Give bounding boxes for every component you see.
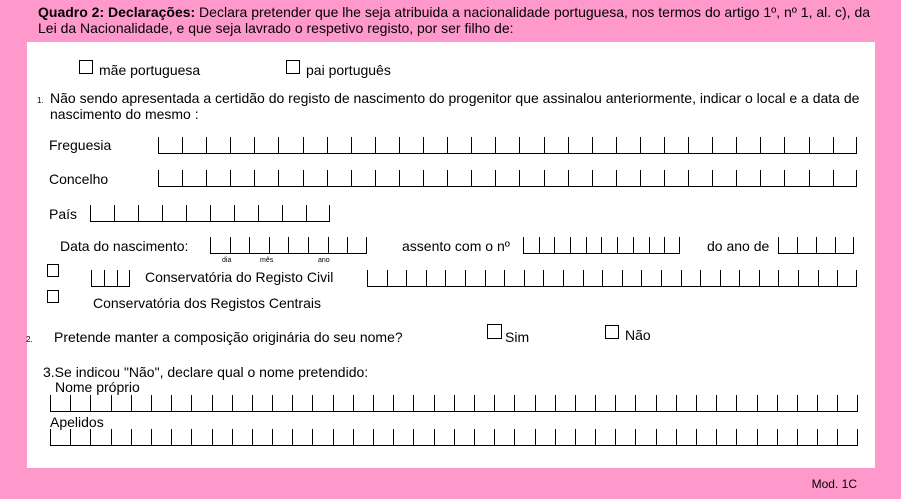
question-3-text: 3.Se indicou "Não", declare qual o nome pretendido: [43, 364, 369, 380]
character-cell[interactable] [777, 429, 797, 445]
character-cell[interactable] [278, 137, 302, 153]
character-cell[interactable] [835, 237, 854, 253]
character-cell[interactable] [471, 170, 495, 186]
mother-checkbox[interactable] [79, 60, 93, 74]
character-cell[interactable] [292, 395, 312, 411]
character-cell[interactable] [393, 429, 413, 445]
character-cell[interactable] [454, 395, 474, 411]
character-cell[interactable] [837, 429, 857, 445]
character-cell[interactable] [206, 137, 230, 153]
character-cell[interactable] [523, 237, 539, 253]
character-cell[interactable] [615, 429, 635, 445]
character-cell[interactable] [602, 270, 622, 286]
character-cell[interactable] [328, 237, 348, 253]
character-cell[interactable] [447, 137, 471, 153]
character-cell[interactable] [757, 429, 777, 445]
character-cell[interactable] [258, 205, 282, 221]
character-cell[interactable] [784, 137, 808, 153]
character-cell[interactable] [288, 237, 308, 253]
civil-registry-code-field[interactable] [91, 270, 130, 287]
character-cell[interactable] [90, 429, 110, 445]
character-cell[interactable] [615, 395, 635, 411]
character-cell[interactable] [151, 395, 171, 411]
character-cell[interactable] [254, 137, 278, 153]
character-cell[interactable] [367, 270, 387, 286]
character-cell[interactable] [575, 395, 595, 411]
character-cell[interactable] [232, 395, 252, 411]
character-cell[interactable] [495, 170, 519, 186]
character-cell[interactable] [306, 205, 330, 221]
question-1-text: Não sendo apresentada a certidão do registo de nascimento do progenitor que assinalou anteriormente, indicar o local e a data de nascimento do mesmo : [50, 90, 860, 122]
character-cell[interactable] [514, 429, 534, 445]
character-cell[interactable] [539, 237, 555, 253]
character-cell[interactable] [485, 270, 505, 286]
character-cell[interactable] [131, 395, 151, 411]
character-cell[interactable] [494, 395, 514, 411]
character-cell[interactable] [162, 205, 186, 221]
character-cell[interactable] [230, 237, 250, 253]
character-cell[interactable] [151, 429, 171, 445]
character-cell[interactable] [736, 137, 760, 153]
character-cell[interactable] [252, 395, 272, 411]
section-header [38, 4, 878, 36]
character-cell[interactable] [373, 429, 393, 445]
character-cell[interactable] [712, 170, 736, 186]
character-cell[interactable] [797, 237, 816, 253]
character-cell[interactable] [423, 170, 447, 186]
character-cell[interactable] [809, 137, 833, 153]
character-cell[interactable] [171, 395, 191, 411]
character-cell[interactable] [232, 429, 252, 445]
character-cell[interactable] [543, 270, 563, 286]
concelho-field[interactable] [158, 170, 857, 187]
year-hint: ano [318, 257, 330, 264]
character-cell[interactable] [375, 170, 399, 186]
character-cell[interactable] [809, 170, 833, 186]
character-cell[interactable] [778, 237, 797, 253]
character-cell[interactable] [777, 395, 797, 411]
character-cell[interactable] [278, 170, 302, 186]
character-cell[interactable] [640, 137, 664, 153]
character-cell[interactable] [664, 237, 680, 253]
character-cell[interactable] [158, 137, 182, 153]
character-cell[interactable] [333, 395, 353, 411]
character-cell[interactable] [504, 270, 524, 286]
character-cell[interactable] [676, 429, 696, 445]
character-cell[interactable] [622, 270, 642, 286]
character-cell[interactable] [817, 429, 837, 445]
character-cell[interactable] [736, 170, 760, 186]
father-checkbox[interactable] [286, 60, 300, 74]
character-cell[interactable] [327, 137, 351, 153]
character-cell[interactable] [465, 270, 485, 286]
character-cell[interactable] [423, 137, 447, 153]
character-cell[interactable] [592, 170, 616, 186]
character-cell[interactable] [592, 137, 616, 153]
character-cell[interactable] [661, 270, 681, 286]
character-cell[interactable] [568, 170, 592, 186]
character-cell[interactable] [252, 429, 272, 445]
character-cell[interactable] [387, 270, 407, 286]
character-cell[interactable] [474, 395, 494, 411]
model-code: Mod. 1C [811, 477, 857, 491]
character-cell[interactable] [138, 205, 162, 221]
character-cell[interactable] [778, 270, 798, 286]
section-description: Declara pretender que lhe seja atribuida a nacionalidade portuguesa, nos termos do artigo 1º, nº 1, al. c), da Lei da Nacionalidade, e que seja lavrado o respetivo registo, por ser filho de: [38, 4, 871, 36]
character-cell[interactable] [191, 395, 211, 411]
character-cell[interactable] [544, 170, 568, 186]
character-cell[interactable] [375, 137, 399, 153]
character-cell[interactable] [303, 137, 327, 153]
character-cell[interactable] [739, 270, 759, 286]
character-cell[interactable] [784, 170, 808, 186]
character-cell[interactable] [583, 270, 603, 286]
character-cell[interactable] [495, 137, 519, 153]
month-hint: mês [260, 257, 274, 264]
character-cell[interactable] [90, 395, 110, 411]
character-cell[interactable] [656, 395, 676, 411]
character-cell[interactable] [269, 237, 289, 253]
character-cell[interactable] [700, 270, 720, 286]
character-cell[interactable] [234, 205, 258, 221]
character-cell[interactable] [616, 137, 640, 153]
character-cell[interactable] [641, 270, 661, 286]
character-cell[interactable] [347, 237, 367, 253]
character-cell[interactable] [759, 270, 779, 286]
freguesia-field[interactable] [158, 137, 857, 154]
character-cell[interactable] [833, 137, 857, 153]
question-1-number: 1. [37, 96, 44, 105]
character-cell[interactable] [601, 237, 617, 253]
character-cell[interactable] [818, 270, 838, 286]
character-cell[interactable] [736, 395, 756, 411]
character-cell[interactable] [635, 395, 655, 411]
character-cell[interactable] [447, 170, 471, 186]
character-cell[interactable] [817, 395, 837, 411]
character-cell[interactable] [131, 429, 151, 445]
civil-registry-checkbox[interactable] [47, 264, 59, 277]
character-cell[interactable] [519, 170, 543, 186]
character-cell[interactable] [656, 429, 676, 445]
character-cell[interactable] [681, 270, 701, 286]
character-cell[interactable] [797, 429, 817, 445]
character-cell[interactable] [191, 429, 211, 445]
character-cell[interactable] [353, 395, 373, 411]
character-cell[interactable] [617, 237, 633, 253]
character-cell[interactable] [760, 137, 784, 153]
character-cell[interactable] [575, 429, 595, 445]
character-cell[interactable] [249, 237, 269, 253]
character-cell[interactable] [474, 429, 494, 445]
character-cell[interactable] [716, 429, 736, 445]
character-cell[interactable] [272, 429, 292, 445]
character-cell[interactable] [158, 170, 182, 186]
character-cell[interactable] [595, 429, 615, 445]
character-cell[interactable] [535, 429, 555, 445]
pais-field[interactable] [90, 205, 330, 222]
character-cell[interactable] [413, 429, 433, 445]
character-cell[interactable] [434, 429, 454, 445]
concelho-label: Concelho [49, 171, 109, 187]
character-cell[interactable] [373, 395, 393, 411]
character-cell[interactable] [524, 270, 544, 286]
character-cell[interactable] [635, 429, 655, 445]
character-cell[interactable] [210, 205, 234, 221]
keep-name-no-label: Não [625, 327, 651, 343]
character-cell[interactable] [664, 137, 688, 153]
character-cell[interactable] [454, 429, 474, 445]
question-2-number: 2. [26, 335, 33, 344]
character-cell[interactable] [114, 205, 138, 221]
character-cell[interactable] [797, 395, 817, 411]
character-cell[interactable] [206, 170, 230, 186]
character-cell[interactable] [210, 237, 230, 253]
character-cell[interactable] [757, 395, 777, 411]
character-cell[interactable] [720, 270, 740, 286]
character-cell[interactable] [676, 395, 696, 411]
pais-label: País [49, 206, 78, 222]
entry-number-label: assento com o nº [402, 238, 510, 254]
character-cell[interactable] [833, 170, 857, 186]
civil-registry-name-field[interactable] [367, 270, 857, 287]
character-cell[interactable] [353, 429, 373, 445]
keep-name-yes-label: Sim [505, 329, 530, 345]
civil-registry-label: Conservatória do Registo Civil [145, 269, 334, 285]
character-cell[interactable] [514, 395, 534, 411]
character-cell[interactable] [712, 137, 736, 153]
character-cell[interactable] [117, 270, 130, 286]
character-cell[interactable] [595, 395, 615, 411]
character-cell[interactable] [399, 137, 423, 153]
character-cell[interactable] [70, 429, 90, 445]
character-cell[interactable] [696, 429, 716, 445]
character-cell[interactable] [535, 395, 555, 411]
character-cell[interactable] [586, 237, 602, 253]
character-cell[interactable] [555, 429, 575, 445]
character-cell[interactable] [563, 270, 583, 286]
character-cell[interactable] [393, 395, 413, 411]
character-cell[interactable] [50, 429, 70, 445]
character-cell[interactable] [445, 270, 465, 286]
central-registry-checkbox[interactable] [47, 290, 59, 303]
freguesia-label: Freguesia [49, 137, 112, 153]
character-cell[interactable] [406, 270, 426, 286]
character-cell[interactable] [171, 429, 191, 445]
character-cell[interactable] [688, 137, 712, 153]
character-cell[interactable] [544, 137, 568, 153]
surname-label: Apelidos [50, 414, 104, 430]
character-cell[interactable] [640, 170, 664, 186]
question-2-text: Pretende manter a composição originária do seu nome? [54, 329, 403, 345]
central-registry-label: Conservatória dos Registos Centrais [93, 295, 321, 311]
character-cell[interactable] [212, 395, 232, 411]
character-cell[interactable] [292, 429, 312, 445]
character-cell[interactable] [327, 170, 351, 186]
character-cell[interactable] [616, 170, 640, 186]
character-cell[interactable] [70, 395, 90, 411]
character-cell[interactable] [111, 429, 131, 445]
birth-date-label: Data do nascimento: [60, 238, 189, 254]
character-cell[interactable] [816, 237, 835, 253]
character-cell[interactable] [254, 170, 278, 186]
character-cell[interactable] [434, 395, 454, 411]
character-cell[interactable] [212, 429, 232, 445]
keep-name-no-checkbox[interactable] [605, 325, 619, 339]
day-hint: dia [222, 257, 232, 264]
character-cell[interactable] [111, 395, 131, 411]
character-cell[interactable] [90, 205, 114, 221]
character-cell[interactable] [664, 170, 688, 186]
character-cell[interactable] [837, 395, 857, 411]
character-cell[interactable] [312, 429, 332, 445]
first-name-field[interactable] [50, 395, 858, 412]
birth-date-field[interactable] [210, 237, 367, 254]
character-cell[interactable] [413, 395, 433, 411]
character-cell[interactable] [50, 395, 70, 411]
character-cell[interactable] [282, 205, 306, 221]
character-cell[interactable] [568, 137, 592, 153]
entry-year-field[interactable] [778, 237, 854, 254]
character-cell[interactable] [312, 395, 332, 411]
first-name-label: Nome próprio [55, 379, 140, 395]
character-cell[interactable] [182, 137, 206, 153]
character-cell[interactable] [104, 270, 117, 286]
character-cell[interactable] [494, 429, 514, 445]
character-cell[interactable] [230, 170, 254, 186]
character-cell[interactable] [555, 395, 575, 411]
character-cell[interactable] [399, 170, 423, 186]
character-cell[interactable] [351, 137, 375, 153]
character-cell[interactable] [798, 270, 818, 286]
character-cell[interactable] [688, 170, 712, 186]
character-cell[interactable] [272, 395, 292, 411]
character-cell[interactable] [471, 137, 495, 153]
character-cell[interactable] [736, 429, 756, 445]
character-cell[interactable] [230, 137, 254, 153]
character-cell[interactable] [760, 170, 784, 186]
character-cell[interactable] [333, 429, 353, 445]
mother-label: mãe portuguesa [99, 62, 201, 78]
character-cell[interactable] [308, 237, 328, 253]
character-cell[interactable] [91, 270, 104, 286]
keep-name-yes-checkbox[interactable] [487, 324, 502, 339]
character-cell[interactable] [426, 270, 446, 286]
character-cell[interactable] [837, 270, 857, 286]
character-cell[interactable] [519, 137, 543, 153]
character-cell[interactable] [186, 205, 210, 221]
character-cell[interactable] [633, 237, 649, 253]
section-title: Quadro 2: Declarações: [38, 4, 196, 20]
entry-year-label: do ano de [707, 238, 770, 254]
character-cell[interactable] [570, 237, 586, 253]
father-label: pai português [306, 62, 391, 78]
character-cell[interactable] [351, 170, 375, 186]
character-cell[interactable] [716, 395, 736, 411]
character-cell[interactable] [649, 237, 665, 253]
surname-field[interactable] [50, 429, 858, 446]
entry-number-field[interactable] [523, 237, 680, 254]
character-cell[interactable] [182, 170, 206, 186]
form-panel [27, 42, 875, 468]
character-cell[interactable] [554, 237, 570, 253]
character-cell[interactable] [696, 395, 716, 411]
character-cell[interactable] [303, 170, 327, 186]
